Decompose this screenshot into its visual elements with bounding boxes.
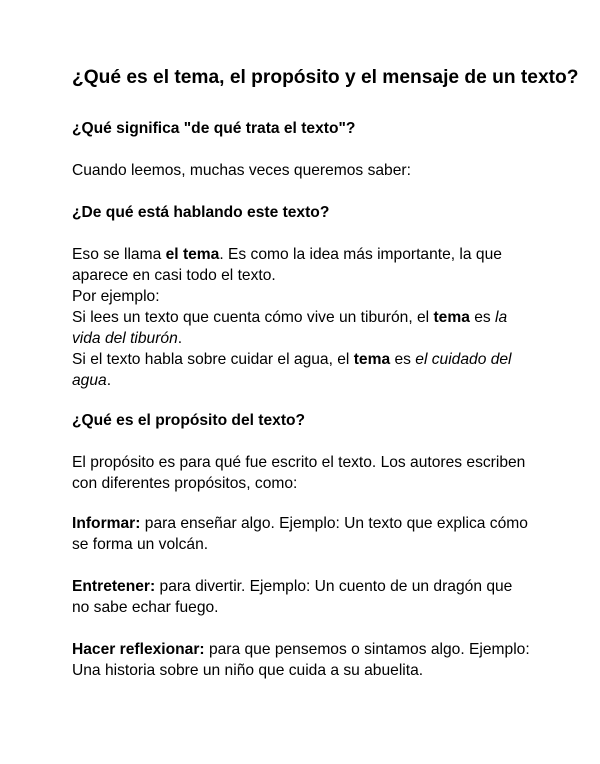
example-term: tema [353, 351, 391, 368]
example-intro: Por ejemplo: [72, 288, 160, 305]
example-text: Si lees un texto que cuenta cómo vive un tiburón, el [72, 309, 434, 326]
intro-paragraph: Cuando leemos, muchas veces queremos saber: [72, 162, 411, 179]
purpose-label: Informar: [72, 515, 141, 532]
tema-text: Eso se llama [72, 246, 166, 263]
example-italic: el cuidado del agua [72, 351, 512, 389]
example-italic: la vida del tiburón [72, 309, 508, 347]
purpose-item-informar [72, 513, 532, 555]
question-heading: ¿De qué está hablando este texto? [72, 204, 330, 221]
tema-term: el tema [165, 246, 220, 263]
purpose-item-reflexionar [72, 639, 532, 681]
tema-paragraph [72, 244, 532, 391]
purpose-item-entretener [72, 576, 532, 618]
tema-text: . Es como la idea más importante, la que aparece en casi todo el texto. [72, 246, 502, 284]
purpose-text: para enseñar algo. Ejemplo: Un texto que explica cómo se forma un volcán. [72, 515, 528, 553]
example-term: tema [433, 309, 470, 326]
purpose-label: Hacer reflexionar: [72, 641, 205, 658]
example-text: Si el texto habla sobre cuidar el agua, el [72, 351, 354, 368]
example-text: es [469, 309, 496, 326]
example-text: es [390, 351, 416, 368]
example-text: . [106, 372, 112, 389]
section-heading-trata: ¿Qué significa "de qué trata el texto"? [72, 120, 356, 137]
purpose-label: Entretener: [72, 578, 156, 595]
document-title: ¿Qué es el tema, el propósito y el mensaje de un texto? [72, 67, 579, 88]
proposito-paragraph: El propósito es para qué fue escrito el texto. Los autores escriben con diferentes propósitos, como: [72, 454, 526, 492]
example-text: . [177, 330, 183, 347]
section-heading-proposito: ¿Qué es el propósito del texto? [72, 412, 306, 429]
purpose-text: para que pensemos o sintamos algo. Ejemplo: Una historia sobre un niño que cuida a su abuelita. [72, 641, 530, 679]
purpose-text: para divertir. Ejemplo: Un cuento de un dragón que no sabe echar fuego. [72, 578, 513, 616]
